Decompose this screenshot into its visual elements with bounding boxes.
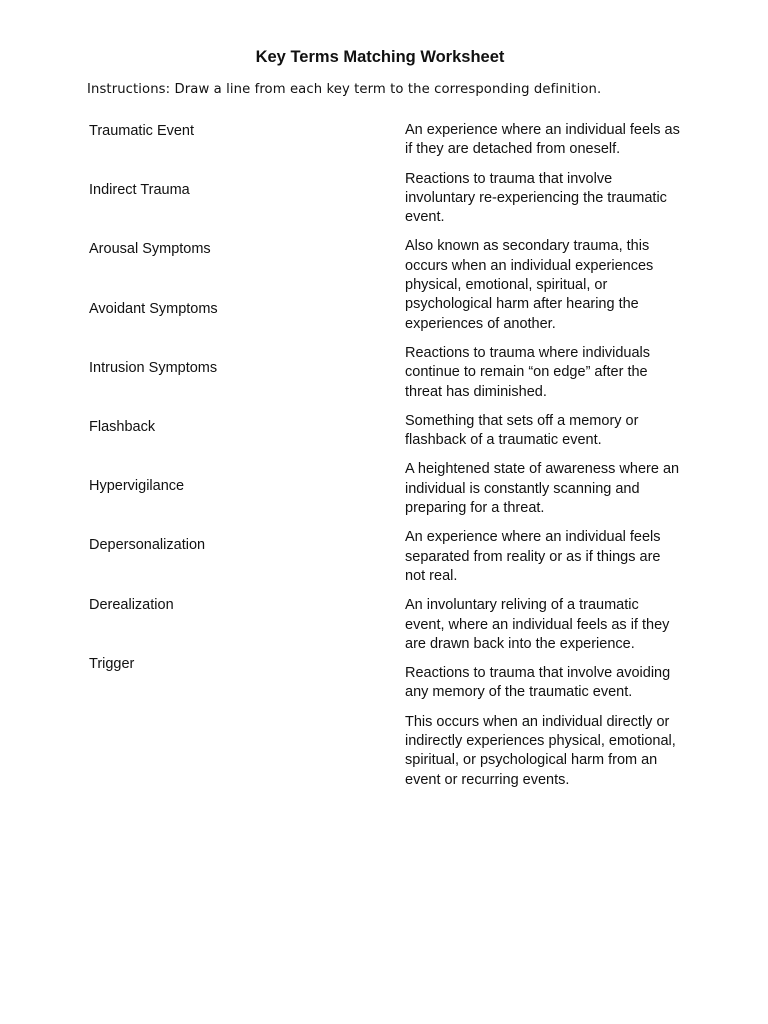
definition: A heightened state of awareness where an individual is constantly scanning and preparing for a threat. bbox=[405, 461, 680, 517]
instructions-text: Instructions: Draw a line from each key term to the corresponding definition. bbox=[87, 82, 602, 97]
key-term: Arousal Symptoms bbox=[89, 241, 211, 258]
definition: Something that sets off a memory or flashback of a traumatic event. bbox=[405, 412, 639, 449]
key-term: Indirect Trauma bbox=[89, 182, 190, 199]
key-term: Avoidant Symptoms bbox=[89, 300, 218, 317]
key-term: Derealization bbox=[89, 596, 174, 613]
key-term: Trigger bbox=[89, 655, 135, 672]
key-term: Traumatic Event bbox=[89, 123, 195, 139]
definition: Also known as secondary trauma, this occurs when an individual experiences physical, emotional, spiritual, or psychological harm after hearing the experiences of another. bbox=[405, 238, 654, 332]
key-term: Depersonalization bbox=[89, 537, 206, 554]
key-term: Hypervigilance bbox=[89, 478, 185, 495]
key-term: Intrusion Symptoms bbox=[89, 359, 218, 376]
definitions-list bbox=[405, 121, 705, 800]
definition: An experience where an individual feels as if they are detached from oneself. bbox=[405, 122, 680, 158]
key-terms-list bbox=[89, 121, 369, 713]
page-title: Key Terms Matching Worksheet bbox=[255, 48, 505, 66]
definition: This occurs when an individual directly or indirectly experiences physical, emotional, spiritual, or psychological harm from an event or recurring events. bbox=[405, 713, 676, 788]
definition: Reactions to trauma that involve involuntary re-experiencing the traumatic event. bbox=[405, 170, 667, 226]
definition: Reactions to trauma where individuals continue to remain “on edge” after the threat has diminished. bbox=[405, 344, 651, 400]
key-term: Flashback bbox=[89, 418, 156, 435]
definition: An involuntary reliving of a traumatic event, where an individual feels as if they are drawn back into the experience. bbox=[405, 597, 670, 652]
definition: Reactions to trauma that involve avoiding any memory of the traumatic event. bbox=[405, 665, 671, 701]
definition: An experience where an individual feels separated from reality or as if things are not real. bbox=[405, 529, 661, 584]
